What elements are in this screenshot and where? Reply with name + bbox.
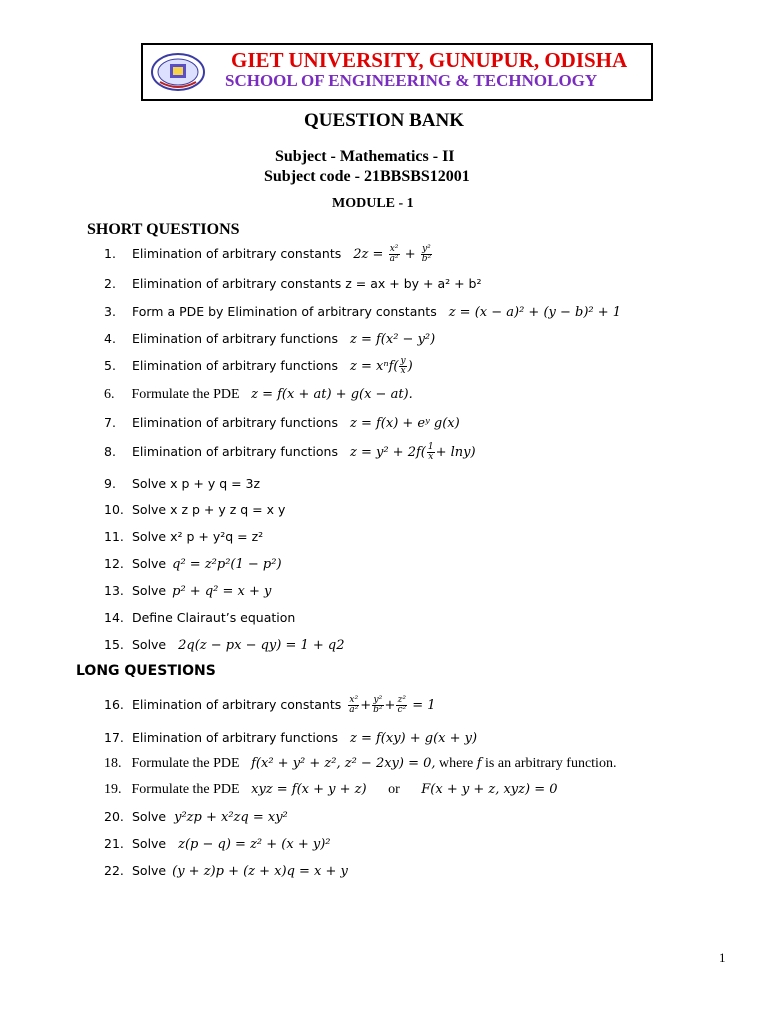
question-item <box>104 357 413 376</box>
question-number: 15. <box>104 637 124 652</box>
question-text: Solve <box>131 863 167 878</box>
question-math: F(x + y + z, xyz) = 0 <box>421 782 558 797</box>
question-number: 22. <box>104 863 124 878</box>
question-math: z = f(x + at) + g(x − at). <box>251 387 413 402</box>
fraction <box>399 357 406 376</box>
math-part: + <box>360 698 372 713</box>
numerator: x² <box>389 244 399 254</box>
question-item <box>104 863 348 879</box>
question-text: Formulate the PDE <box>131 782 240 797</box>
question-item <box>104 331 435 347</box>
fraction <box>389 245 400 264</box>
math-part: + lny) <box>435 445 476 460</box>
question-math: z(p − q) = z² + (x + y)² <box>178 837 331 852</box>
question-text: Formulate the PDE <box>131 387 240 402</box>
question-math <box>349 356 413 376</box>
question-text: Elimination of arbitrary constants z = ax + by + a² + b² <box>131 276 482 291</box>
question-text: Elimination of arbitrary functions <box>131 331 338 346</box>
denominator: x <box>400 366 406 376</box>
question-math: z = f(xy) + g(x + y) <box>349 731 478 746</box>
question-item <box>104 245 433 264</box>
question-number: 10. <box>104 502 124 517</box>
question-item <box>104 415 460 431</box>
denominator: b² <box>373 705 383 715</box>
question-math: z = (x − a)² + (y − b)² + 1 <box>448 305 622 320</box>
question-text: Solve x² p + y²q = z² <box>131 529 264 544</box>
denominator: b² <box>421 254 432 264</box>
numerator: y² <box>373 695 383 705</box>
question-math: z = f(x) + eʸ g(x) <box>349 416 460 431</box>
question-number: 11. <box>104 529 124 544</box>
numerator: y² <box>422 244 431 254</box>
question-item <box>104 836 330 852</box>
question-number: 4. <box>104 331 116 346</box>
question-text: Solve <box>131 836 167 851</box>
question-item <box>104 756 616 772</box>
page-title: QUESTION BANK <box>304 110 464 131</box>
question-text: is an arbitrary function. <box>485 756 617 771</box>
question-math: (y + z)p + (z + x)q = x + y <box>172 864 348 879</box>
denominator: c² <box>397 705 407 715</box>
denominator: a² <box>389 254 399 264</box>
question-math <box>349 442 476 462</box>
question-item <box>104 637 345 653</box>
question-math: f <box>476 756 482 771</box>
question-math: q² = z²p²(1 − p²) <box>172 557 282 572</box>
long-questions-heading: LONG QUESTIONS <box>76 663 216 679</box>
question-number: 13. <box>104 583 124 598</box>
question-item <box>104 304 621 320</box>
question-number: 1. <box>104 246 116 261</box>
numerator: y <box>400 356 406 366</box>
question-math: z = f(x² − y²) <box>349 332 436 347</box>
question-math <box>353 244 433 264</box>
question-number: 9. <box>104 476 116 491</box>
question-item <box>104 583 271 599</box>
question-text: Solve <box>131 583 167 598</box>
question-text: Solve x z p + y z q = x y <box>131 502 286 517</box>
fraction <box>421 245 432 264</box>
question-text: Form a PDE by Elimination of arbitrary constants <box>131 304 437 319</box>
question-text: where <box>439 756 474 771</box>
numerator: 1 <box>427 442 434 452</box>
question-text: Elimination of arbitrary functions <box>131 444 338 459</box>
university-name: GIET UNIVERSITY, GUNUPUR, ODISHA <box>231 48 628 72</box>
question-number: 2. <box>104 276 116 291</box>
question-number: 6. <box>104 387 115 402</box>
question-text: or <box>388 782 400 797</box>
numerator: z² <box>397 695 406 705</box>
denominator: a² <box>349 705 359 715</box>
question-item <box>104 502 293 517</box>
page-number: 1 <box>719 950 726 965</box>
question-math: f(x² + y² + z², z² − 2xy) = 0, <box>251 756 436 771</box>
math-part: z = xⁿf( <box>349 359 399 374</box>
question-math: y²zp + x²zq = xy² <box>174 810 288 825</box>
question-math: p² + q² = x + y <box>172 584 272 599</box>
denominator: x <box>428 452 434 462</box>
question-text: Elimination of arbitrary constants <box>131 246 342 261</box>
fraction <box>427 443 435 462</box>
question-item <box>104 730 477 746</box>
math-part: ) <box>407 359 413 374</box>
question-item <box>104 782 558 798</box>
subject-code-line: Subject code - 21BBSBS12001 <box>264 168 470 185</box>
question-item <box>104 556 282 572</box>
question-item <box>104 809 288 825</box>
question-text: Define Clairaut’s equation <box>131 610 296 625</box>
question-text: Elimination of arbitrary functions <box>131 730 338 745</box>
question-number: 19. <box>104 782 122 797</box>
question-text: Formulate the PDE <box>131 756 240 771</box>
question-item <box>104 387 413 403</box>
numerator: x² <box>349 695 359 705</box>
question-number: 16. <box>104 697 124 712</box>
question-math: xyz = f(x + y + z) <box>251 782 367 797</box>
question-number: 3. <box>104 304 116 319</box>
subject-line: Subject - Mathematics - II <box>275 148 455 165</box>
question-number: 17. <box>104 730 124 745</box>
question-text: Solve <box>131 809 167 824</box>
question-text: Solve <box>131 637 167 652</box>
fraction <box>396 696 407 715</box>
university-logo-icon <box>150 52 206 92</box>
header-banner <box>141 43 653 101</box>
question-item <box>104 610 303 625</box>
module-label: MODULE - 1 <box>332 196 414 211</box>
question-item <box>104 529 271 544</box>
question-item <box>104 476 268 491</box>
math-part: = 1 <box>412 698 436 713</box>
question-number: 14. <box>104 610 124 625</box>
math-part: + <box>404 247 416 262</box>
question-number: 8. <box>104 444 116 459</box>
math-part: + <box>384 698 396 713</box>
question-number: 18. <box>104 756 122 771</box>
question-number: 12. <box>104 556 124 571</box>
question-text: Elimination of arbitrary functions <box>131 415 338 430</box>
math-part: 2z = <box>353 247 384 262</box>
question-text: Elimination of arbitrary constants <box>131 697 342 712</box>
question-text: Solve <box>131 556 167 571</box>
question-number: 20. <box>104 809 124 824</box>
question-item <box>104 443 476 462</box>
question-item <box>104 276 490 291</box>
question-number: 7. <box>104 415 116 430</box>
fraction <box>372 696 383 715</box>
question-number: 21. <box>104 836 124 851</box>
school-name: SCHOOL OF ENGINEERING & TECHNOLOGY <box>225 71 598 90</box>
question-text: Solve x p + y q = 3z <box>131 476 261 491</box>
question-math: 2q(z − px − qy) = 1 + q2 <box>178 638 345 653</box>
question-item <box>104 696 436 715</box>
fraction <box>348 696 359 715</box>
math-part: z = y² + 2f( <box>349 445 426 460</box>
short-questions-heading: SHORT QUESTIONS <box>87 221 240 238</box>
question-number: 5. <box>104 358 116 373</box>
question-math <box>347 695 436 715</box>
question-text: Elimination of arbitrary functions <box>131 358 338 373</box>
